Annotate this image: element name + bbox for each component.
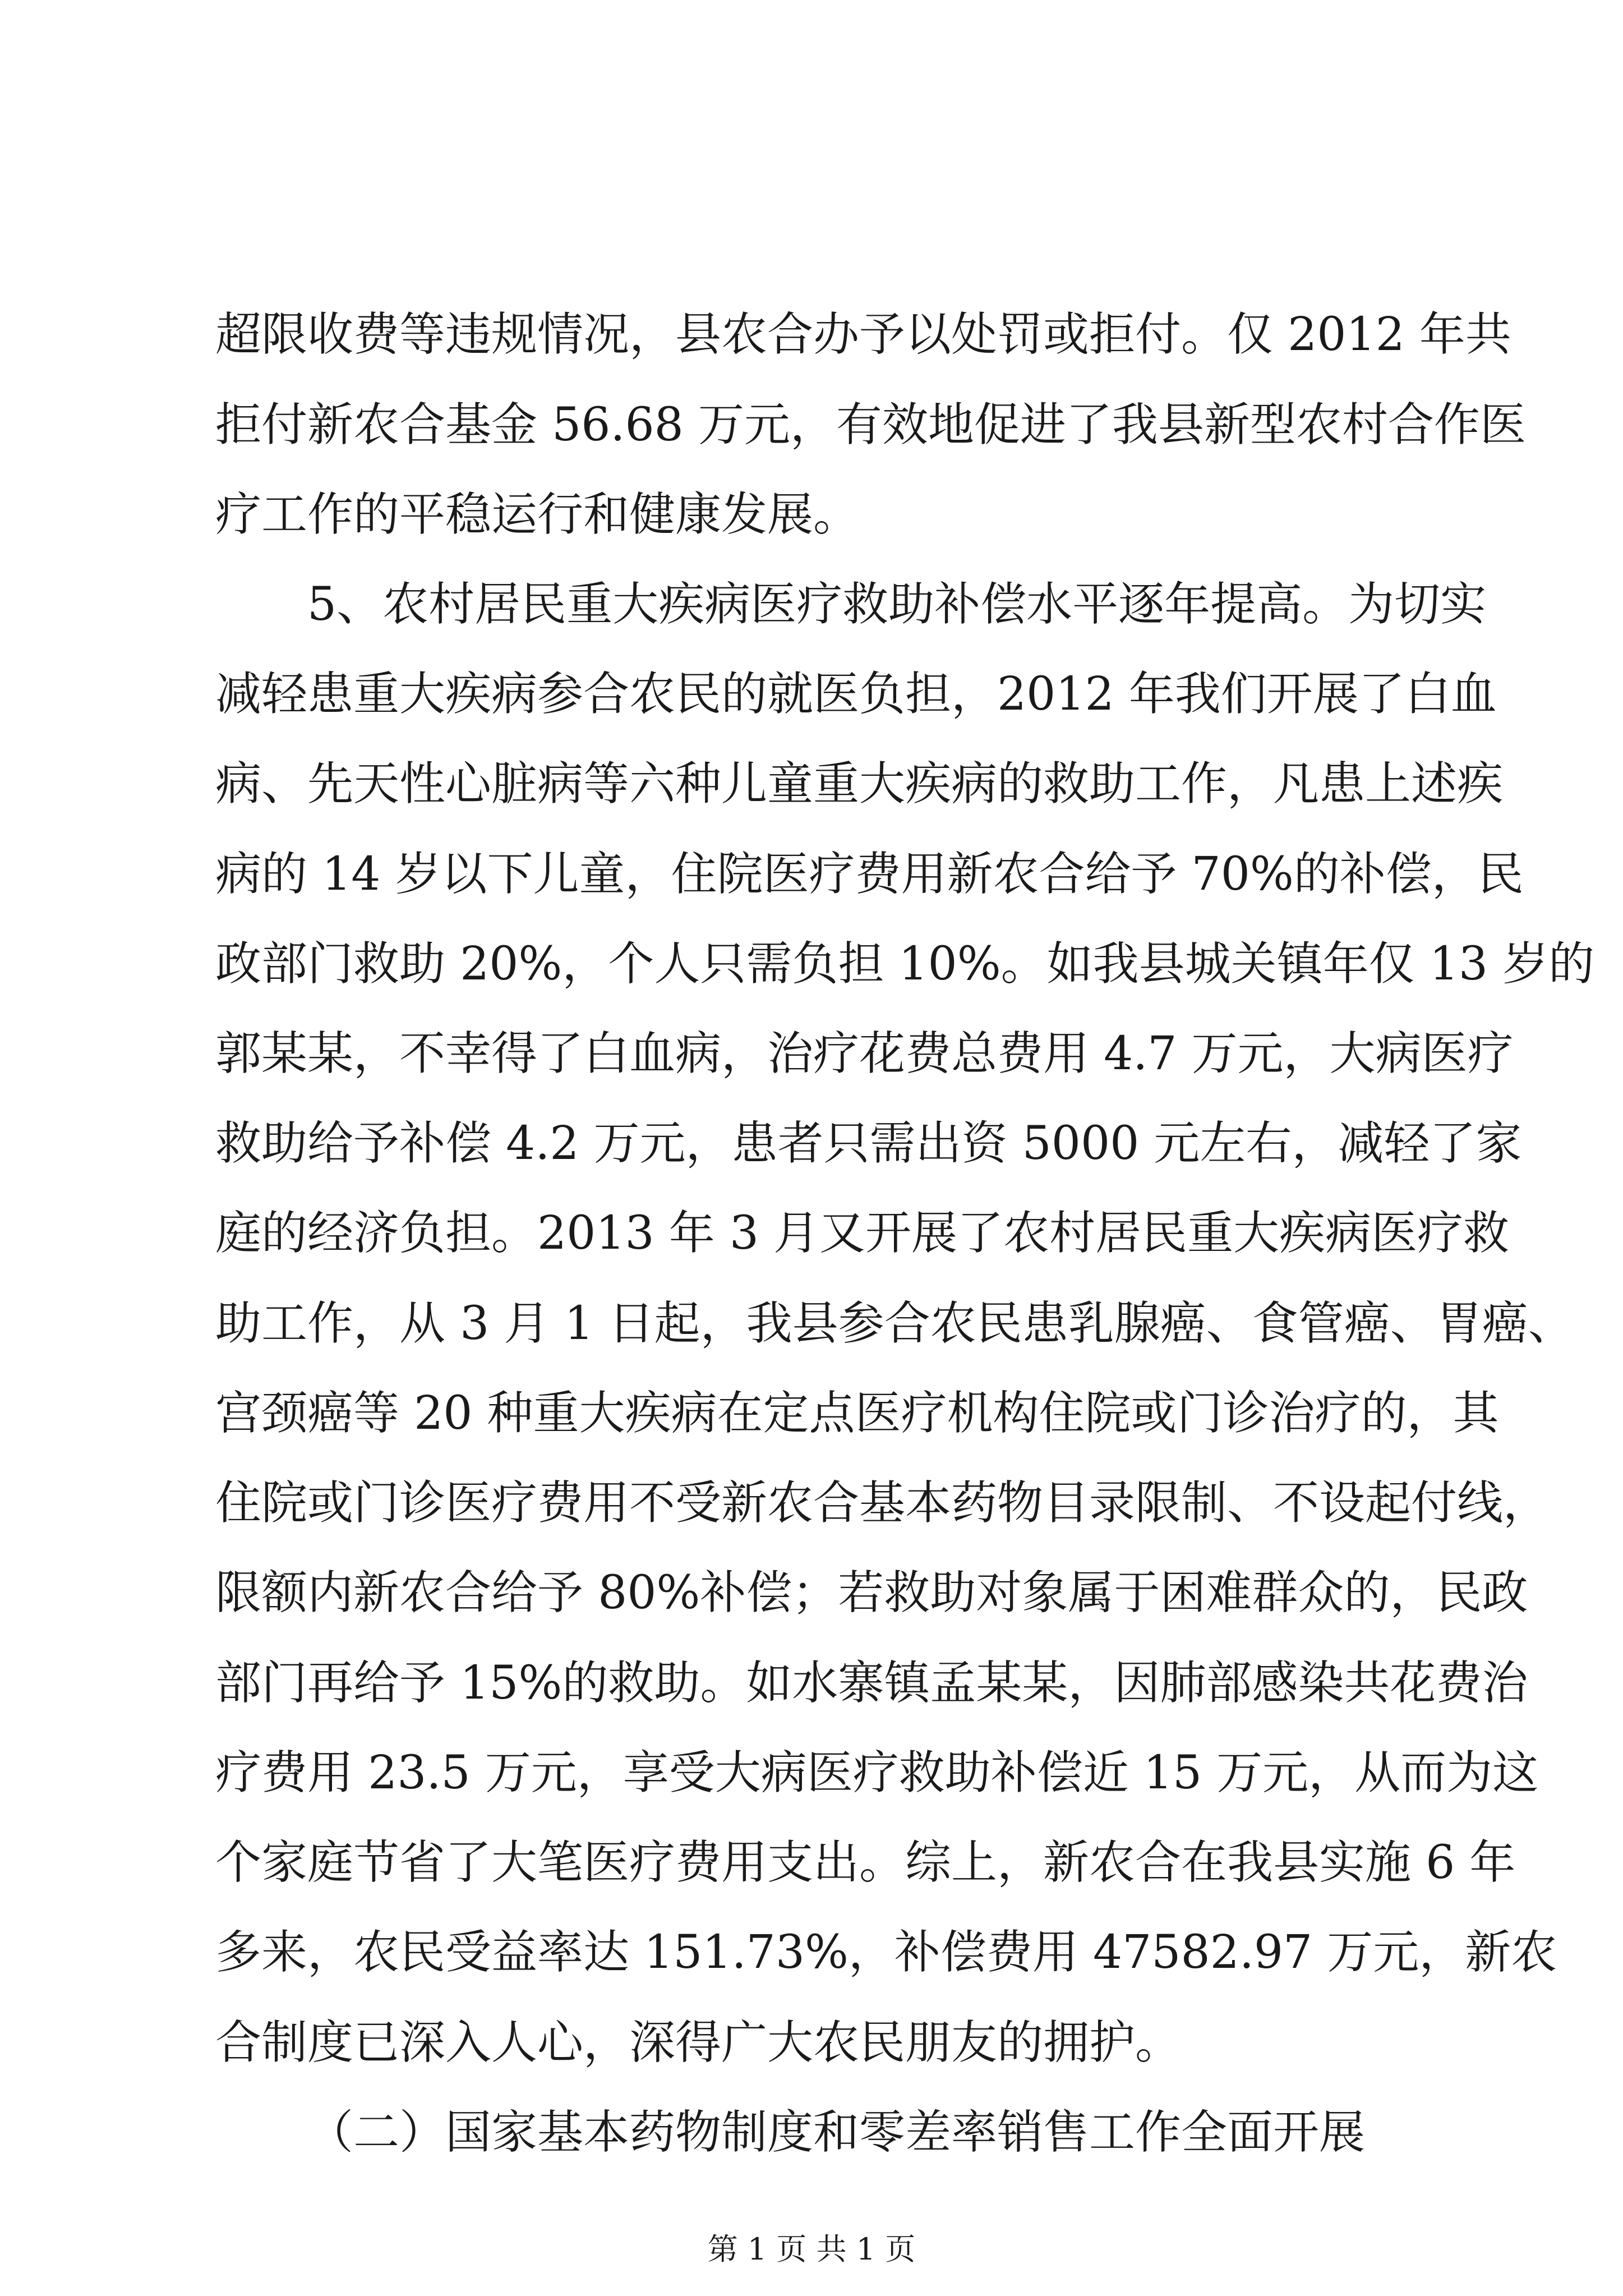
body-line-6: 病、先天性心脏病等六种儿童重大疾病的救助工作，凡患上述疾 xyxy=(215,757,1504,811)
body-line-18: 个家庭节省了大笔医疗费用支出。综上，新农合在我县实施 6 年 xyxy=(215,1836,1516,1889)
section-heading: （二）国家基本药物制度和零差率销售工作全面开展 xyxy=(307,2106,1366,2159)
body-line-12: 助工作，从 3 月 1 日起，我县参合农民患乳腺癌、食管癌、胃癌、 xyxy=(215,1297,1574,1350)
body-line-19: 多来，农民受益率达 151.73%，补偿费用 47582.97 万元，新农 xyxy=(215,1926,1557,1979)
body-line-16: 部门再给予 15%的救助。如水寨镇孟某某，因肺部感染共花费治 xyxy=(215,1657,1528,1710)
body-line-7: 病的 14 岁以下儿童，住院医疗费用新农合给予 70%的补偿，民 xyxy=(215,848,1524,901)
body-line-8: 政部门救助 20%，个人只需负担 10%。如我县城关镇年仅 13 岁的 xyxy=(215,937,1595,991)
body-line-11: 庭的经济负担。2013 年 3 月又开展了农村居民重大疾病医疗救 xyxy=(215,1207,1510,1260)
page-footer: 第 1 页 共 1 页 xyxy=(707,2231,916,2267)
body-line-20: 合制度已深入人心，深得广大农民朋友的拥护。 xyxy=(215,2016,1182,2069)
body-line-2: 拒付新农合基金 56.68 万元，有效地促进了我县新型农村合作医 xyxy=(215,398,1526,452)
body-line-15: 限额内新农合给予 80%补偿；若救助对象属于困难群众的，民政 xyxy=(215,1566,1528,1619)
body-line-1: 超限收费等违规情况，县农合办予以处罚或拒付。仅 2012 年共 xyxy=(215,308,1511,361)
body-line-14: 住院或门诊医疗费用不受新农合基本药物目录限制、不设起付线， xyxy=(215,1476,1550,1530)
body-line-10: 救助给予补偿 4.2 万元，患者只需出资 5000 元左右，减轻了家 xyxy=(215,1117,1522,1170)
body-line-9: 郭某某，不幸得了白血病，治疗花费总费用 4.7 万元，大病医疗 xyxy=(215,1027,1514,1080)
body-line-3: 疗工作的平稳运行和健康发展。 xyxy=(215,488,860,541)
body-line-13: 宫颈癌等 20 种重大疾病在定点医疗机构住院或门诊治疗的，其 xyxy=(215,1387,1499,1440)
body-line-5: 减轻患重大疾病参合农民的就医负担，2012 年我们开展了白血 xyxy=(215,668,1497,721)
body-line-17: 疗费用 23.5 万元，享受大病医疗救助补偿近 15 万元，从而为这 xyxy=(215,1746,1539,1800)
paragraph-5-heading-line: 5、农村居民重大疾病医疗救助补偿水平逐年提高。为切实 xyxy=(307,578,1487,631)
